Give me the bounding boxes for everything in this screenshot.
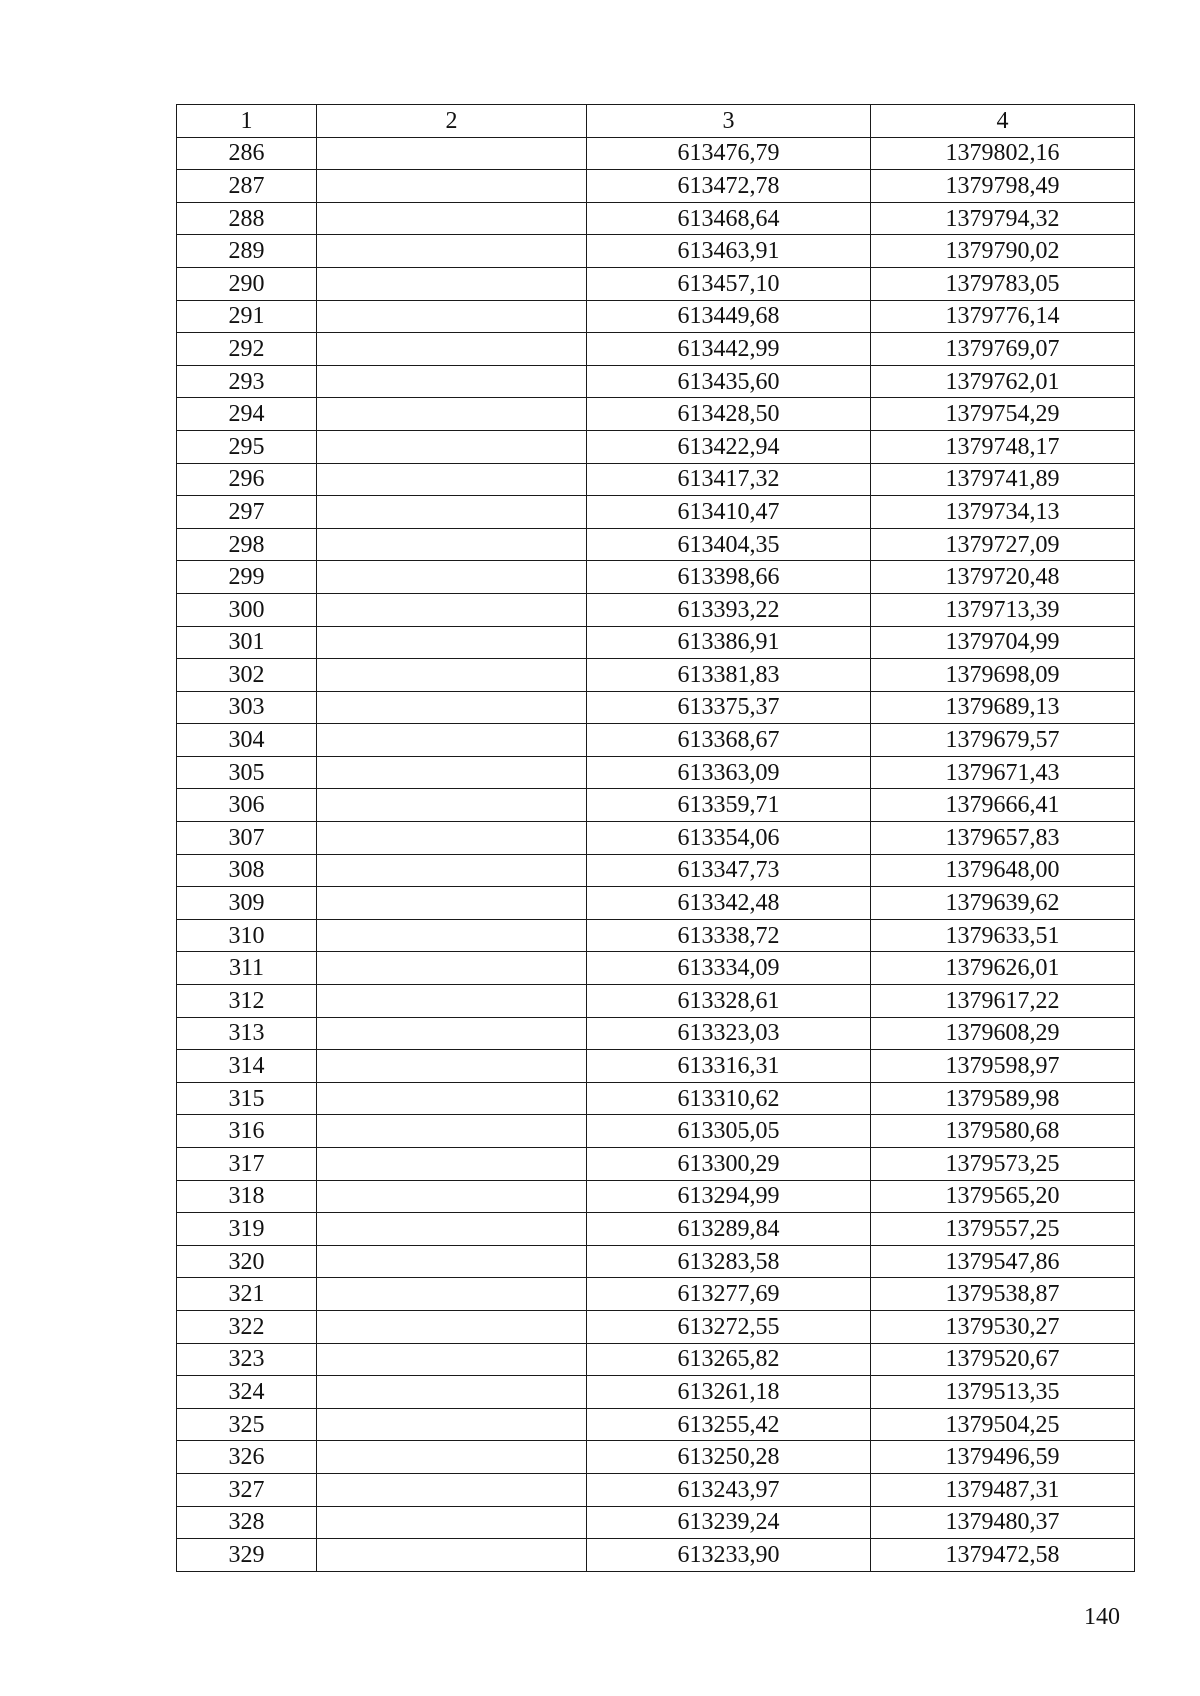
table-row	[177, 1310, 1135, 1343]
cell-x-coordinate: 613363,09	[587, 756, 871, 789]
cell-y-coordinate: 1379573,25	[871, 1148, 1135, 1181]
table-row	[177, 724, 1135, 757]
table-row	[177, 854, 1135, 887]
cell-y-coordinate: 1379776,14	[871, 300, 1135, 333]
cell-column-2	[317, 1050, 587, 1083]
cell-column-2	[317, 1017, 587, 1050]
cell-x-coordinate: 613404,35	[587, 528, 871, 561]
table-row	[177, 202, 1135, 235]
coordinates-table	[176, 104, 1135, 1572]
cell-point-number: 321	[177, 1278, 317, 1311]
cell-y-coordinate: 1379802,16	[871, 137, 1135, 170]
cell-x-coordinate: 613289,84	[587, 1213, 871, 1246]
cell-y-coordinate: 1379496,59	[871, 1441, 1135, 1474]
cell-point-number: 297	[177, 496, 317, 529]
cell-point-number: 311	[177, 952, 317, 985]
table-row	[177, 137, 1135, 170]
table-row	[177, 365, 1135, 398]
cell-y-coordinate: 1379798,49	[871, 170, 1135, 203]
cell-x-coordinate: 613334,09	[587, 952, 871, 985]
cell-x-coordinate: 613316,31	[587, 1050, 871, 1083]
cell-y-coordinate: 1379513,35	[871, 1376, 1135, 1409]
table-header-row	[177, 105, 1135, 138]
cell-point-number: 305	[177, 756, 317, 789]
cell-x-coordinate: 613323,03	[587, 1017, 871, 1050]
cell-column-2	[317, 1441, 587, 1474]
cell-point-number: 328	[177, 1506, 317, 1539]
cell-point-number: 317	[177, 1148, 317, 1181]
cell-y-coordinate: 1379472,58	[871, 1539, 1135, 1572]
cell-point-number: 301	[177, 626, 317, 659]
cell-column-2	[317, 137, 587, 170]
cell-x-coordinate: 613417,32	[587, 463, 871, 496]
cell-y-coordinate: 1379741,89	[871, 463, 1135, 496]
cell-column-2	[317, 1278, 587, 1311]
cell-point-number: 298	[177, 528, 317, 561]
cell-y-coordinate: 1379704,99	[871, 626, 1135, 659]
cell-y-coordinate: 1379565,20	[871, 1180, 1135, 1213]
cell-y-coordinate: 1379617,22	[871, 985, 1135, 1018]
cell-point-number: 286	[177, 137, 317, 170]
cell-y-coordinate: 1379762,01	[871, 365, 1135, 398]
cell-point-number: 324	[177, 1376, 317, 1409]
cell-y-coordinate: 1379633,51	[871, 919, 1135, 952]
cell-point-number: 303	[177, 691, 317, 724]
table-row	[177, 170, 1135, 203]
cell-column-2	[317, 463, 587, 496]
cell-column-2	[317, 756, 587, 789]
cell-point-number: 312	[177, 985, 317, 1018]
table-row	[177, 593, 1135, 626]
table-row	[177, 1017, 1135, 1050]
table-row	[177, 756, 1135, 789]
table-row	[177, 1473, 1135, 1506]
cell-x-coordinate: 613265,82	[587, 1343, 871, 1376]
table-row	[177, 822, 1135, 855]
cell-column-2	[317, 985, 587, 1018]
cell-column-2	[317, 1148, 587, 1181]
cell-point-number: 302	[177, 659, 317, 692]
cell-y-coordinate: 1379530,27	[871, 1310, 1135, 1343]
cell-x-coordinate: 613261,18	[587, 1376, 871, 1409]
table-row	[177, 1539, 1135, 1572]
table-row	[177, 430, 1135, 463]
cell-y-coordinate: 1379769,07	[871, 333, 1135, 366]
cell-x-coordinate: 613422,94	[587, 430, 871, 463]
page-number: 140	[1084, 1604, 1120, 1630]
cell-y-coordinate: 1379504,25	[871, 1408, 1135, 1441]
cell-point-number: 293	[177, 365, 317, 398]
cell-x-coordinate: 613305,05	[587, 1115, 871, 1148]
cell-point-number: 322	[177, 1310, 317, 1343]
cell-x-coordinate: 613250,28	[587, 1441, 871, 1474]
table-row	[177, 1213, 1135, 1246]
cell-column-2	[317, 1180, 587, 1213]
cell-x-coordinate: 613442,99	[587, 333, 871, 366]
cell-column-2	[317, 496, 587, 529]
table-row	[177, 333, 1135, 366]
cell-x-coordinate: 613239,24	[587, 1506, 871, 1539]
cell-column-2	[317, 528, 587, 561]
cell-column-2	[317, 626, 587, 659]
cell-y-coordinate: 1379639,62	[871, 887, 1135, 920]
cell-point-number: 319	[177, 1213, 317, 1246]
cell-x-coordinate: 613398,66	[587, 561, 871, 594]
cell-x-coordinate: 613338,72	[587, 919, 871, 952]
cell-x-coordinate: 613294,99	[587, 1180, 871, 1213]
cell-point-number: 310	[177, 919, 317, 952]
cell-y-coordinate: 1379720,48	[871, 561, 1135, 594]
table-body	[177, 137, 1135, 1571]
table-row	[177, 659, 1135, 692]
cell-x-coordinate: 613449,68	[587, 300, 871, 333]
cell-point-number: 329	[177, 1539, 317, 1572]
cell-point-number: 316	[177, 1115, 317, 1148]
column-header-point-number: 1	[177, 105, 317, 138]
cell-y-coordinate: 1379557,25	[871, 1213, 1135, 1246]
cell-column-2	[317, 919, 587, 952]
table-row	[177, 1376, 1135, 1409]
table-row	[177, 1148, 1135, 1181]
cell-x-coordinate: 613381,83	[587, 659, 871, 692]
cell-y-coordinate: 1379589,98	[871, 1082, 1135, 1115]
cell-point-number: 307	[177, 822, 317, 855]
cell-column-2	[317, 1082, 587, 1115]
table-row	[177, 398, 1135, 431]
cell-column-2	[317, 333, 587, 366]
cell-column-2	[317, 202, 587, 235]
cell-y-coordinate: 1379626,01	[871, 952, 1135, 985]
table-row	[177, 985, 1135, 1018]
cell-column-2	[317, 854, 587, 887]
cell-column-2	[317, 170, 587, 203]
table-row	[177, 789, 1135, 822]
cell-x-coordinate: 613243,97	[587, 1473, 871, 1506]
table-row	[177, 528, 1135, 561]
cell-y-coordinate: 1379657,83	[871, 822, 1135, 855]
cell-x-coordinate: 613410,47	[587, 496, 871, 529]
cell-y-coordinate: 1379679,57	[871, 724, 1135, 757]
cell-x-coordinate: 613354,06	[587, 822, 871, 855]
cell-point-number: 300	[177, 593, 317, 626]
cell-x-coordinate: 613368,67	[587, 724, 871, 757]
table-row	[177, 887, 1135, 920]
cell-y-coordinate: 1379754,29	[871, 398, 1135, 431]
cell-column-2	[317, 1213, 587, 1246]
cell-y-coordinate: 1379666,41	[871, 789, 1135, 822]
table-row	[177, 1245, 1135, 1278]
cell-y-coordinate: 1379698,09	[871, 659, 1135, 692]
cell-point-number: 296	[177, 463, 317, 496]
table-row	[177, 1278, 1135, 1311]
cell-column-2	[317, 1506, 587, 1539]
column-header-2: 2	[317, 105, 587, 138]
cell-y-coordinate: 1379794,32	[871, 202, 1135, 235]
cell-x-coordinate: 613310,62	[587, 1082, 871, 1115]
cell-column-2	[317, 952, 587, 985]
cell-point-number: 306	[177, 789, 317, 822]
cell-column-2	[317, 1539, 587, 1572]
cell-x-coordinate: 613463,91	[587, 235, 871, 268]
cell-column-2	[317, 789, 587, 822]
cell-y-coordinate: 1379790,02	[871, 235, 1135, 268]
cell-column-2	[317, 1115, 587, 1148]
cell-y-coordinate: 1379487,31	[871, 1473, 1135, 1506]
cell-column-2	[317, 398, 587, 431]
cell-y-coordinate: 1379520,67	[871, 1343, 1135, 1376]
cell-point-number: 318	[177, 1180, 317, 1213]
table-row	[177, 1180, 1135, 1213]
cell-x-coordinate: 613472,78	[587, 170, 871, 203]
cell-x-coordinate: 613277,69	[587, 1278, 871, 1311]
cell-column-2	[317, 430, 587, 463]
cell-x-coordinate: 613359,71	[587, 789, 871, 822]
cell-column-2	[317, 561, 587, 594]
column-header-x-coordinate: 3	[587, 105, 871, 138]
cell-point-number: 289	[177, 235, 317, 268]
cell-column-2	[317, 822, 587, 855]
cell-y-coordinate: 1379671,43	[871, 756, 1135, 789]
cell-y-coordinate: 1379713,39	[871, 593, 1135, 626]
cell-point-number: 290	[177, 267, 317, 300]
cell-column-2	[317, 724, 587, 757]
cell-column-2	[317, 887, 587, 920]
cell-point-number: 294	[177, 398, 317, 431]
table-row	[177, 1408, 1135, 1441]
cell-column-2	[317, 1473, 587, 1506]
cell-point-number: 288	[177, 202, 317, 235]
cell-column-2	[317, 691, 587, 724]
cell-x-coordinate: 613342,48	[587, 887, 871, 920]
cell-point-number: 295	[177, 430, 317, 463]
cell-column-2	[317, 267, 587, 300]
cell-point-number: 304	[177, 724, 317, 757]
cell-point-number: 326	[177, 1441, 317, 1474]
cell-y-coordinate: 1379538,87	[871, 1278, 1135, 1311]
cell-column-2	[317, 235, 587, 268]
cell-point-number: 320	[177, 1245, 317, 1278]
table-row	[177, 1082, 1135, 1115]
cell-y-coordinate: 1379580,68	[871, 1115, 1135, 1148]
cell-point-number: 309	[177, 887, 317, 920]
cell-x-coordinate: 613233,90	[587, 1539, 871, 1572]
table-row	[177, 1343, 1135, 1376]
table-row	[177, 463, 1135, 496]
cell-column-2	[317, 300, 587, 333]
cell-column-2	[317, 1245, 587, 1278]
cell-point-number: 292	[177, 333, 317, 366]
cell-x-coordinate: 613476,79	[587, 137, 871, 170]
table-row	[177, 1506, 1135, 1539]
cell-x-coordinate: 613435,60	[587, 365, 871, 398]
cell-y-coordinate: 1379727,09	[871, 528, 1135, 561]
cell-y-coordinate: 1379648,00	[871, 854, 1135, 887]
table-row	[177, 626, 1135, 659]
cell-point-number: 299	[177, 561, 317, 594]
cell-column-2	[317, 659, 587, 692]
cell-column-2	[317, 1310, 587, 1343]
cell-x-coordinate: 613283,58	[587, 1245, 871, 1278]
table-row	[177, 1441, 1135, 1474]
cell-column-2	[317, 365, 587, 398]
cell-column-2	[317, 593, 587, 626]
column-header-y-coordinate: 4	[871, 105, 1135, 138]
cell-point-number: 308	[177, 854, 317, 887]
cell-x-coordinate: 613255,42	[587, 1408, 871, 1441]
cell-x-coordinate: 613347,73	[587, 854, 871, 887]
table-row	[177, 1050, 1135, 1083]
cell-x-coordinate: 613375,37	[587, 691, 871, 724]
cell-y-coordinate: 1379480,37	[871, 1506, 1135, 1539]
cell-y-coordinate: 1379748,17	[871, 430, 1135, 463]
cell-y-coordinate: 1379734,13	[871, 496, 1135, 529]
table-row	[177, 300, 1135, 333]
table-row	[177, 691, 1135, 724]
cell-point-number: 313	[177, 1017, 317, 1050]
table-row	[177, 496, 1135, 529]
cell-x-coordinate: 613386,91	[587, 626, 871, 659]
table-row	[177, 1115, 1135, 1148]
cell-x-coordinate: 613457,10	[587, 267, 871, 300]
cell-y-coordinate: 1379598,97	[871, 1050, 1135, 1083]
table-row	[177, 267, 1135, 300]
cell-column-2	[317, 1408, 587, 1441]
table-row	[177, 235, 1135, 268]
cell-column-2	[317, 1343, 587, 1376]
cell-x-coordinate: 613300,29	[587, 1148, 871, 1181]
table-row	[177, 561, 1135, 594]
cell-x-coordinate: 613328,61	[587, 985, 871, 1018]
cell-point-number: 291	[177, 300, 317, 333]
cell-y-coordinate: 1379608,29	[871, 1017, 1135, 1050]
cell-y-coordinate: 1379783,05	[871, 267, 1135, 300]
cell-x-coordinate: 613468,64	[587, 202, 871, 235]
cell-point-number: 323	[177, 1343, 317, 1376]
cell-x-coordinate: 613272,55	[587, 1310, 871, 1343]
cell-point-number: 315	[177, 1082, 317, 1115]
cell-point-number: 327	[177, 1473, 317, 1506]
cell-point-number: 325	[177, 1408, 317, 1441]
table-row	[177, 919, 1135, 952]
cell-x-coordinate: 613393,22	[587, 593, 871, 626]
cell-point-number: 314	[177, 1050, 317, 1083]
cell-point-number: 287	[177, 170, 317, 203]
cell-x-coordinate: 613428,50	[587, 398, 871, 431]
cell-column-2	[317, 1376, 587, 1409]
cell-y-coordinate: 1379689,13	[871, 691, 1135, 724]
table-row	[177, 952, 1135, 985]
cell-y-coordinate: 1379547,86	[871, 1245, 1135, 1278]
